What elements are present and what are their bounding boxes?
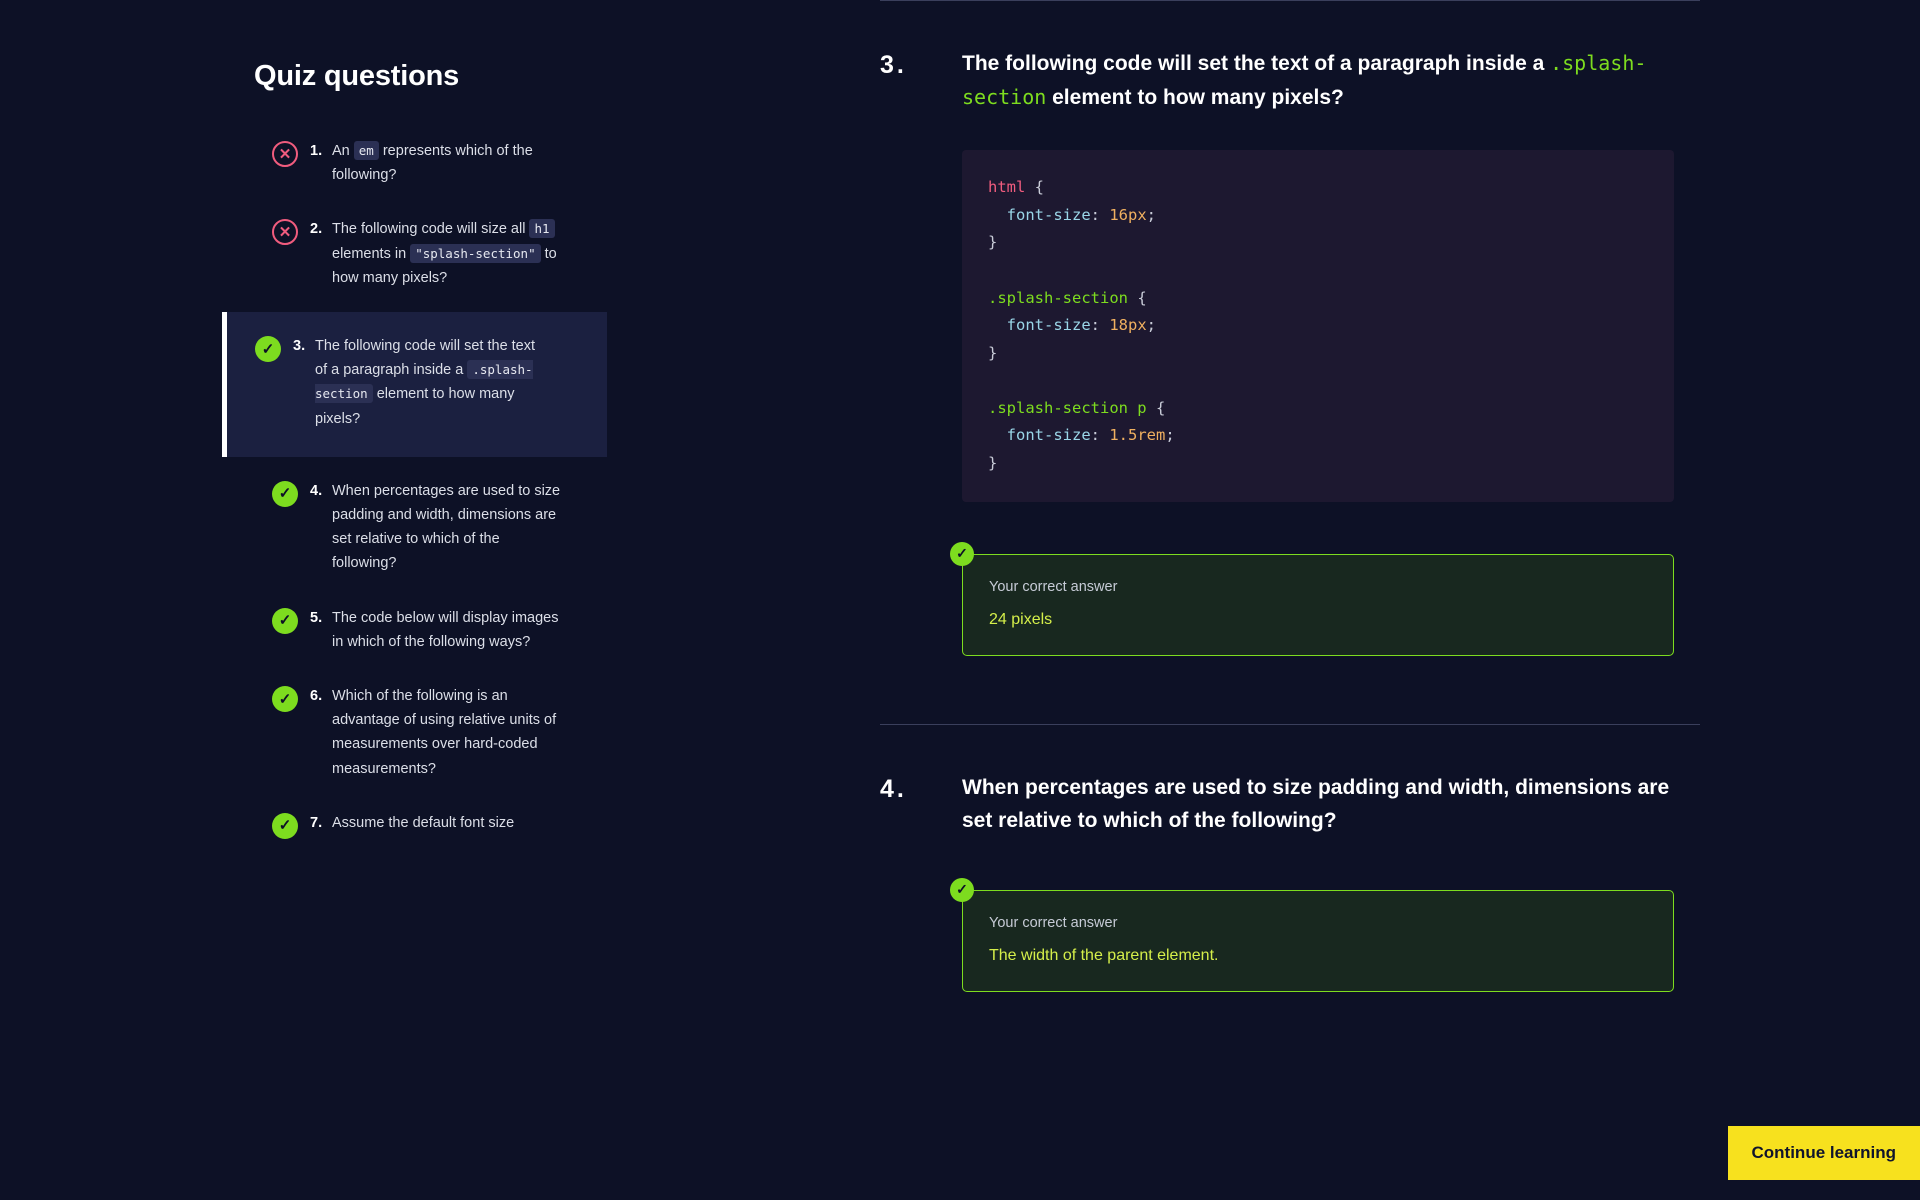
quiz-question-item[interactable]: [250, 676, 640, 789]
x-circle-icon: ✕: [272, 219, 298, 245]
question-title: The following code will set the text of a paragraph inside a .splash-section element to how many pixels?: [962, 51, 1647, 109]
code-token: :: [1090, 316, 1110, 335]
quiz-question-item[interactable]: [250, 471, 640, 584]
answer-value: 24 pixels: [989, 610, 1053, 628]
question-number: 1.: [310, 143, 323, 159]
code-token: [988, 426, 1007, 444]
question-text: The code below will display images in which of the following ways?: [332, 609, 559, 650]
code-token: 16px: [1109, 205, 1147, 224]
question-number: 5.: [310, 609, 323, 626]
code-token: {: [1127, 288, 1147, 307]
question-text: Which of the following is an advantage of using relative units of measurements over hard-coded measurements?: [332, 688, 557, 777]
question-number: 4.: [310, 482, 323, 499]
check-circle-icon: ✓: [272, 481, 298, 507]
code-token: ;: [1146, 316, 1157, 335]
code-token: 1.5rem: [1109, 426, 1166, 445]
x-circle-icon: ✕: [272, 141, 298, 167]
question-text: When percentages are used to size padding and width, dimensions are set relative to which of the following?: [332, 482, 561, 572]
code-token: {: [1146, 398, 1166, 417]
code-token: html: [988, 178, 1026, 197]
code-token: :: [1090, 426, 1110, 445]
answer-box: [962, 890, 1674, 992]
quiz-question-item[interactable]: [250, 598, 640, 662]
quiz-sidebar: [250, 60, 640, 861]
inline-code: "splash-section": [410, 244, 540, 263]
code-token: 18px: [1109, 316, 1147, 335]
code-token: ;: [1146, 205, 1157, 224]
question-number: 2.: [310, 221, 323, 238]
code-snippet: [962, 150, 1674, 501]
code-token: }: [988, 343, 998, 362]
continue-learning-button[interactable]: Continue learning: [1728, 1126, 1920, 1180]
code-token: [988, 206, 1007, 224]
question-heading: [880, 47, 1700, 114]
code-token: font-size: [1006, 316, 1091, 335]
answer-label: Your correct answer: [989, 914, 1118, 931]
question-text: The following code will set the text of a paragraph inside a .splash-section element to how many pixels?: [315, 338, 536, 427]
check-circle-icon: ✓: [272, 608, 298, 634]
code-token: ;: [1165, 426, 1175, 445]
check-circle-icon: ✓: [272, 686, 298, 712]
question-detail-list: [880, 1, 1700, 992]
quiz-main-content: [880, 0, 1700, 992]
code-token: :: [1090, 205, 1110, 224]
question-detail: [880, 725, 1700, 992]
code-token: .splash-section: [988, 288, 1128, 307]
check-circle-icon: ✓: [272, 813, 298, 839]
inline-code: .splash-section: [962, 51, 1647, 109]
check-circle-icon: ✓: [950, 878, 974, 902]
answer-container: [956, 545, 1674, 656]
question-number: 3.: [293, 338, 306, 355]
question-number: 4.: [880, 774, 907, 803]
inline-code: h1: [529, 219, 554, 238]
inline-code: .splash-section: [315, 362, 533, 402]
question-text: An em represents which of the following?: [332, 143, 533, 184]
quiz-question-item[interactable]: [250, 209, 640, 298]
page-title: Quiz questions: [254, 60, 460, 92]
code-token: [988, 316, 1007, 334]
code-token: {: [1025, 178, 1044, 197]
answer-box: [962, 554, 1674, 656]
inline-code: em: [354, 141, 379, 160]
quiz-question-list: [250, 131, 640, 847]
question-text: The following code will size all h1 elements in "splash-section" to how many pixels?: [332, 221, 557, 286]
code-token: font-size: [1006, 426, 1091, 445]
code-token: .splash-section p: [988, 398, 1147, 417]
question-detail: [880, 1, 1700, 725]
quiz-question-item[interactable]: [250, 803, 640, 847]
check-circle-icon: ✓: [950, 542, 974, 566]
question-text: Assume the default font size: [332, 814, 515, 831]
answer-label: Your correct answer: [989, 578, 1118, 595]
question-number: 3.: [880, 51, 907, 79]
question-heading: [880, 771, 1700, 838]
check-circle-icon: ✓: [255, 336, 281, 362]
question-number: 6.: [310, 688, 323, 705]
code-token: font-size: [1006, 205, 1091, 224]
question-number: 7.: [310, 814, 323, 831]
code-token: }: [988, 453, 998, 472]
code-token: }: [988, 233, 998, 252]
quiz-question-item[interactable]: [222, 312, 607, 457]
answer-container: [956, 881, 1674, 992]
question-title: When percentages are used to size padding and width, dimensions are set relative to which of the following?: [962, 775, 1670, 833]
quiz-question-item[interactable]: [250, 131, 640, 195]
answer-value: The width of the parent element.: [989, 946, 1219, 964]
